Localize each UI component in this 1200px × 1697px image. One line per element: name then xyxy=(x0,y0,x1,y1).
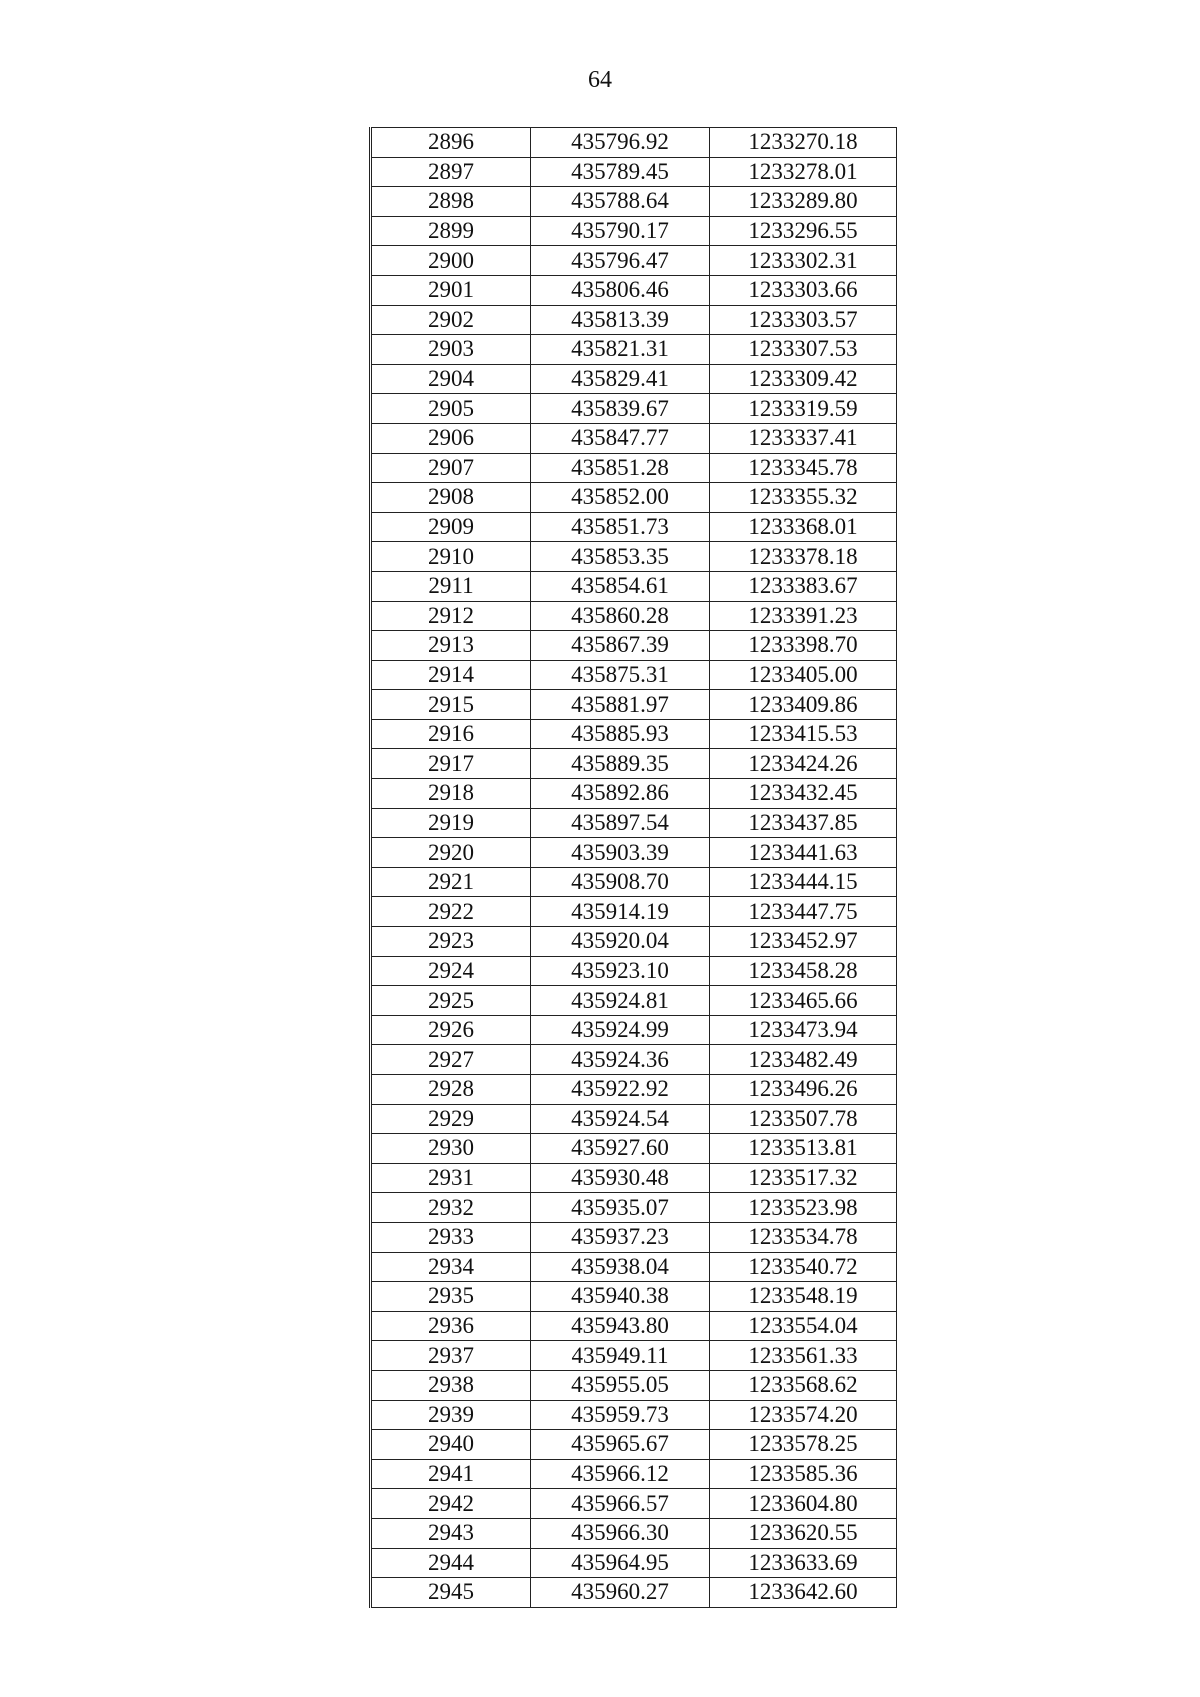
x-coordinate-cell: 435881.97 xyxy=(531,690,710,720)
point-number-cell: 2925 xyxy=(371,986,531,1016)
y-coordinate-cell: 1233585.36 xyxy=(710,1459,897,1489)
x-coordinate-cell: 435924.36 xyxy=(531,1045,710,1075)
y-coordinate-cell: 1233424.26 xyxy=(710,749,897,779)
y-coordinate-cell: 1233337.41 xyxy=(710,423,897,453)
table-row xyxy=(371,631,897,661)
y-coordinate-cell: 1233307.53 xyxy=(710,335,897,365)
x-coordinate-cell: 435847.77 xyxy=(531,423,710,453)
x-coordinate-cell: 435813.39 xyxy=(531,305,710,335)
point-number-cell: 2912 xyxy=(371,601,531,631)
x-coordinate-cell: 435966.30 xyxy=(531,1518,710,1548)
page-number: 64 xyxy=(588,67,612,93)
point-number-cell: 2898 xyxy=(371,187,531,217)
x-coordinate-cell: 435860.28 xyxy=(531,601,710,631)
x-coordinate-cell: 435927.60 xyxy=(531,1134,710,1164)
y-coordinate-cell: 1233415.53 xyxy=(710,719,897,749)
point-number-cell: 2930 xyxy=(371,1134,531,1164)
x-coordinate-cell: 435966.57 xyxy=(531,1489,710,1519)
y-coordinate-cell: 1233540.72 xyxy=(710,1252,897,1282)
point-number-cell: 2908 xyxy=(371,483,531,513)
table-row xyxy=(371,1075,897,1105)
y-coordinate-cell: 1233405.00 xyxy=(710,660,897,690)
x-coordinate-cell: 435940.38 xyxy=(531,1282,710,1312)
x-coordinate-cell: 435851.28 xyxy=(531,453,710,483)
x-coordinate-cell: 435875.31 xyxy=(531,660,710,690)
x-coordinate-cell: 435788.64 xyxy=(531,187,710,217)
x-coordinate-cell: 435930.48 xyxy=(531,1163,710,1193)
y-coordinate-cell: 1233620.55 xyxy=(710,1518,897,1548)
y-coordinate-cell: 1233548.19 xyxy=(710,1282,897,1312)
x-coordinate-cell: 435924.54 xyxy=(531,1104,710,1134)
y-coordinate-cell: 1233391.23 xyxy=(710,601,897,631)
table-row xyxy=(371,867,897,897)
y-coordinate-cell: 1233568.62 xyxy=(710,1370,897,1400)
y-coordinate-cell: 1233398.70 xyxy=(710,631,897,661)
y-coordinate-cell: 1233513.81 xyxy=(710,1134,897,1164)
x-coordinate-cell: 435796.47 xyxy=(531,246,710,276)
table-row xyxy=(371,927,897,957)
table-row xyxy=(371,1489,897,1519)
y-coordinate-cell: 1233437.85 xyxy=(710,808,897,838)
point-number-cell: 2944 xyxy=(371,1548,531,1578)
table-row xyxy=(371,690,897,720)
table-row xyxy=(371,542,897,572)
x-coordinate-cell: 435821.31 xyxy=(531,335,710,365)
table-row xyxy=(371,897,897,927)
point-number-cell: 2920 xyxy=(371,838,531,868)
table-row xyxy=(371,719,897,749)
y-coordinate-cell: 1233383.67 xyxy=(710,571,897,601)
table-row xyxy=(371,1370,897,1400)
x-coordinate-cell: 435943.80 xyxy=(531,1311,710,1341)
table-row xyxy=(371,1222,897,1252)
point-number-cell: 2921 xyxy=(371,867,531,897)
point-number-cell: 2914 xyxy=(371,660,531,690)
y-coordinate-cell: 1233319.59 xyxy=(710,394,897,424)
x-coordinate-cell: 435806.46 xyxy=(531,275,710,305)
x-coordinate-cell: 435852.00 xyxy=(531,483,710,513)
y-coordinate-cell: 1233345.78 xyxy=(710,453,897,483)
y-coordinate-cell: 1233507.78 xyxy=(710,1104,897,1134)
x-coordinate-cell: 435839.67 xyxy=(531,394,710,424)
point-number-cell: 2899 xyxy=(371,216,531,246)
point-number-cell: 2911 xyxy=(371,571,531,601)
point-number-cell: 2901 xyxy=(371,275,531,305)
x-coordinate-cell: 435885.93 xyxy=(531,719,710,749)
point-number-cell: 2903 xyxy=(371,335,531,365)
table-row xyxy=(371,1015,897,1045)
x-coordinate-cell: 435938.04 xyxy=(531,1252,710,1282)
y-coordinate-cell: 1233452.97 xyxy=(710,927,897,957)
table-row xyxy=(371,1045,897,1075)
table-row xyxy=(371,1104,897,1134)
point-number-cell: 2913 xyxy=(371,631,531,661)
point-number-cell: 2941 xyxy=(371,1459,531,1489)
table-row xyxy=(371,571,897,601)
point-number-cell: 2935 xyxy=(371,1282,531,1312)
point-number-cell: 2927 xyxy=(371,1045,531,1075)
x-coordinate-cell: 435889.35 xyxy=(531,749,710,779)
y-coordinate-cell: 1233302.31 xyxy=(710,246,897,276)
table-row xyxy=(371,364,897,394)
coordinates-table xyxy=(369,127,897,1608)
table-row xyxy=(371,1311,897,1341)
x-coordinate-cell: 435851.73 xyxy=(531,512,710,542)
table-row xyxy=(371,453,897,483)
table-row xyxy=(371,157,897,187)
x-coordinate-cell: 435853.35 xyxy=(531,542,710,572)
point-number-cell: 2916 xyxy=(371,719,531,749)
table-row xyxy=(371,1282,897,1312)
x-coordinate-cell: 435960.27 xyxy=(531,1578,710,1608)
x-coordinate-cell: 435854.61 xyxy=(531,571,710,601)
y-coordinate-cell: 1233517.32 xyxy=(710,1163,897,1193)
y-coordinate-cell: 1233534.78 xyxy=(710,1222,897,1252)
y-coordinate-cell: 1233496.26 xyxy=(710,1075,897,1105)
y-coordinate-cell: 1233355.32 xyxy=(710,483,897,513)
point-number-cell: 2933 xyxy=(371,1222,531,1252)
table-row xyxy=(371,1518,897,1548)
y-coordinate-cell: 1233574.20 xyxy=(710,1400,897,1430)
point-number-cell: 2922 xyxy=(371,897,531,927)
point-number-cell: 2926 xyxy=(371,1015,531,1045)
point-number-cell: 2910 xyxy=(371,542,531,572)
table-row xyxy=(371,423,897,453)
coordinates-table-body xyxy=(371,128,897,1608)
point-number-cell: 2932 xyxy=(371,1193,531,1223)
table-row xyxy=(371,1578,897,1608)
x-coordinate-cell: 435908.70 xyxy=(531,867,710,897)
x-coordinate-cell: 435923.10 xyxy=(531,956,710,986)
table-row xyxy=(371,1341,897,1371)
x-coordinate-cell: 435790.17 xyxy=(531,216,710,246)
x-coordinate-cell: 435965.67 xyxy=(531,1430,710,1460)
y-coordinate-cell: 1233289.80 xyxy=(710,187,897,217)
table-row xyxy=(371,1134,897,1164)
x-coordinate-cell: 435903.39 xyxy=(531,838,710,868)
x-coordinate-cell: 435949.11 xyxy=(531,1341,710,1371)
y-coordinate-cell: 1233604.80 xyxy=(710,1489,897,1519)
table-row xyxy=(371,246,897,276)
table-row xyxy=(371,808,897,838)
y-coordinate-cell: 1233444.15 xyxy=(710,867,897,897)
point-number-cell: 2939 xyxy=(371,1400,531,1430)
table-row xyxy=(371,216,897,246)
point-number-cell: 2902 xyxy=(371,305,531,335)
y-coordinate-cell: 1233561.33 xyxy=(710,1341,897,1371)
point-number-cell: 2896 xyxy=(371,128,531,158)
x-coordinate-cell: 435914.19 xyxy=(531,897,710,927)
table-row xyxy=(371,512,897,542)
y-coordinate-cell: 1233270.18 xyxy=(710,128,897,158)
point-number-cell: 2943 xyxy=(371,1518,531,1548)
y-coordinate-cell: 1233368.01 xyxy=(710,512,897,542)
table-row xyxy=(371,187,897,217)
table-row xyxy=(371,394,897,424)
y-coordinate-cell: 1233309.42 xyxy=(710,364,897,394)
table-row xyxy=(371,483,897,513)
point-number-cell: 2945 xyxy=(371,1578,531,1608)
table-row xyxy=(371,1252,897,1282)
point-number-cell: 2940 xyxy=(371,1430,531,1460)
point-number-cell: 2909 xyxy=(371,512,531,542)
y-coordinate-cell: 1233633.69 xyxy=(710,1548,897,1578)
point-number-cell: 2906 xyxy=(371,423,531,453)
x-coordinate-cell: 435897.54 xyxy=(531,808,710,838)
y-coordinate-cell: 1233482.49 xyxy=(710,1045,897,1075)
y-coordinate-cell: 1233473.94 xyxy=(710,1015,897,1045)
x-coordinate-cell: 435959.73 xyxy=(531,1400,710,1430)
point-number-cell: 2904 xyxy=(371,364,531,394)
point-number-cell: 2905 xyxy=(371,394,531,424)
y-coordinate-cell: 1233303.66 xyxy=(710,275,897,305)
point-number-cell: 2936 xyxy=(371,1311,531,1341)
x-coordinate-cell: 435920.04 xyxy=(531,927,710,957)
x-coordinate-cell: 435964.95 xyxy=(531,1548,710,1578)
table-row xyxy=(371,986,897,1016)
y-coordinate-cell: 1233432.45 xyxy=(710,779,897,809)
table-row xyxy=(371,1193,897,1223)
x-coordinate-cell: 435892.86 xyxy=(531,779,710,809)
table-row xyxy=(371,749,897,779)
table-row xyxy=(371,1163,897,1193)
point-number-cell: 2919 xyxy=(371,808,531,838)
point-number-cell: 2907 xyxy=(371,453,531,483)
table-row xyxy=(371,335,897,365)
y-coordinate-cell: 1233278.01 xyxy=(710,157,897,187)
y-coordinate-cell: 1233409.86 xyxy=(710,690,897,720)
point-number-cell: 2937 xyxy=(371,1341,531,1371)
table-row xyxy=(371,1400,897,1430)
y-coordinate-cell: 1233378.18 xyxy=(710,542,897,572)
table-row xyxy=(371,838,897,868)
x-coordinate-cell: 435966.12 xyxy=(531,1459,710,1489)
x-coordinate-cell: 435937.23 xyxy=(531,1222,710,1252)
y-coordinate-cell: 1233303.57 xyxy=(710,305,897,335)
y-coordinate-cell: 1233447.75 xyxy=(710,897,897,927)
table-row xyxy=(371,1459,897,1489)
x-coordinate-cell: 435924.99 xyxy=(531,1015,710,1045)
table-row xyxy=(371,779,897,809)
point-number-cell: 2929 xyxy=(371,1104,531,1134)
x-coordinate-cell: 435789.45 xyxy=(531,157,710,187)
y-coordinate-cell: 1233523.98 xyxy=(710,1193,897,1223)
table-row xyxy=(371,275,897,305)
x-coordinate-cell: 435922.92 xyxy=(531,1075,710,1105)
x-coordinate-cell: 435829.41 xyxy=(531,364,710,394)
y-coordinate-cell: 1233465.66 xyxy=(710,986,897,1016)
point-number-cell: 2923 xyxy=(371,927,531,957)
table-row xyxy=(371,128,897,158)
point-number-cell: 2928 xyxy=(371,1075,531,1105)
table-row xyxy=(371,1430,897,1460)
table-row xyxy=(371,956,897,986)
point-number-cell: 2900 xyxy=(371,246,531,276)
y-coordinate-cell: 1233458.28 xyxy=(710,956,897,986)
point-number-cell: 2942 xyxy=(371,1489,531,1519)
x-coordinate-cell: 435867.39 xyxy=(531,631,710,661)
table-row xyxy=(371,660,897,690)
point-number-cell: 2918 xyxy=(371,779,531,809)
point-number-cell: 2938 xyxy=(371,1370,531,1400)
y-coordinate-cell: 1233554.04 xyxy=(710,1311,897,1341)
point-number-cell: 2917 xyxy=(371,749,531,779)
y-coordinate-cell: 1233578.25 xyxy=(710,1430,897,1460)
y-coordinate-cell: 1233441.63 xyxy=(710,838,897,868)
x-coordinate-cell: 435924.81 xyxy=(531,986,710,1016)
x-coordinate-cell: 435935.07 xyxy=(531,1193,710,1223)
point-number-cell: 2934 xyxy=(371,1252,531,1282)
x-coordinate-cell: 435796.92 xyxy=(531,128,710,158)
point-number-cell: 2924 xyxy=(371,956,531,986)
point-number-cell: 2915 xyxy=(371,690,531,720)
y-coordinate-cell: 1233642.60 xyxy=(710,1578,897,1608)
table-row xyxy=(371,305,897,335)
point-number-cell: 2897 xyxy=(371,157,531,187)
x-coordinate-cell: 435955.05 xyxy=(531,1370,710,1400)
point-number-cell: 2931 xyxy=(371,1163,531,1193)
table-row xyxy=(371,1548,897,1578)
table-row xyxy=(371,601,897,631)
y-coordinate-cell: 1233296.55 xyxy=(710,216,897,246)
